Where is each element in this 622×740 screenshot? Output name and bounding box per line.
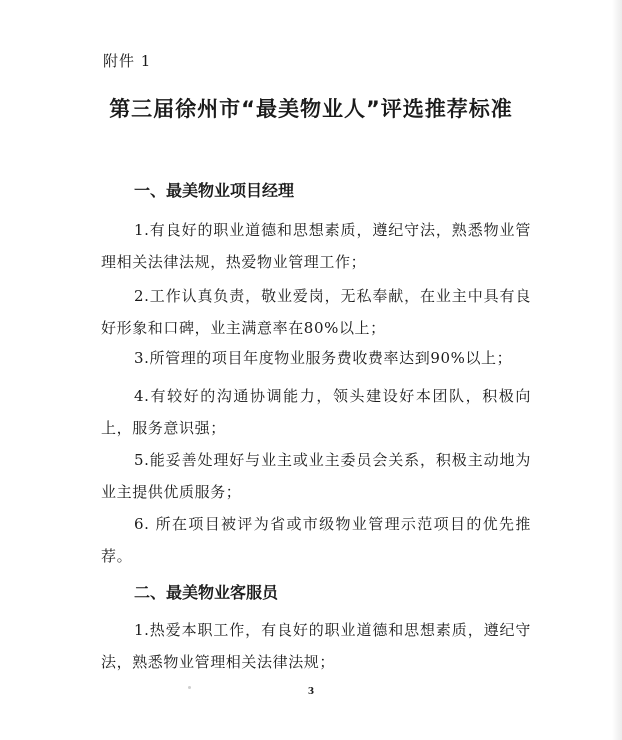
criteria-item: 4.有较好的沟通协调能力，领头建设好本团队，积极向上，服务意识强； — [101, 387, 531, 437]
criteria-item: 6. 所在项目被评为省或市级物业管理示范项目的优先推荐。 — [101, 515, 531, 565]
criteria-item: 1.热爱本职工作，有良好的职业道德和思想素质，遵纪守法，熟悉物业管理相关法律法规； — [101, 621, 531, 671]
criteria-item: 2.工作认真负责，敬业爱岗，无私奉献，在业主中具有良好形象和口碑，业主满意率在80%以上； — [101, 287, 531, 337]
document-title: 第三届徐州市“最美物业人”评选推荐标准 — [109, 97, 513, 121]
criteria-item: 5.能妥善处理好与业主或业主委员会关系，积极主动地为业主提供优质服务； — [101, 451, 531, 501]
attachment-label: 附件 1 — [103, 52, 152, 70]
criteria-item: 3.所管理的项目年度物业服务费收费率达到90%以上； — [134, 349, 513, 367]
page-number: 3 — [307, 687, 315, 697]
section-heading-customer-service: 二、最美物业客服员 — [134, 583, 279, 602]
criteria-item: 1.有良好的职业道德和思想素质，遵纪守法，熟悉物业管理相关法律法规，热爱物业管理工作； — [101, 221, 531, 271]
section-heading-project-manager: 一、最美物业项目经理 — [134, 181, 295, 200]
